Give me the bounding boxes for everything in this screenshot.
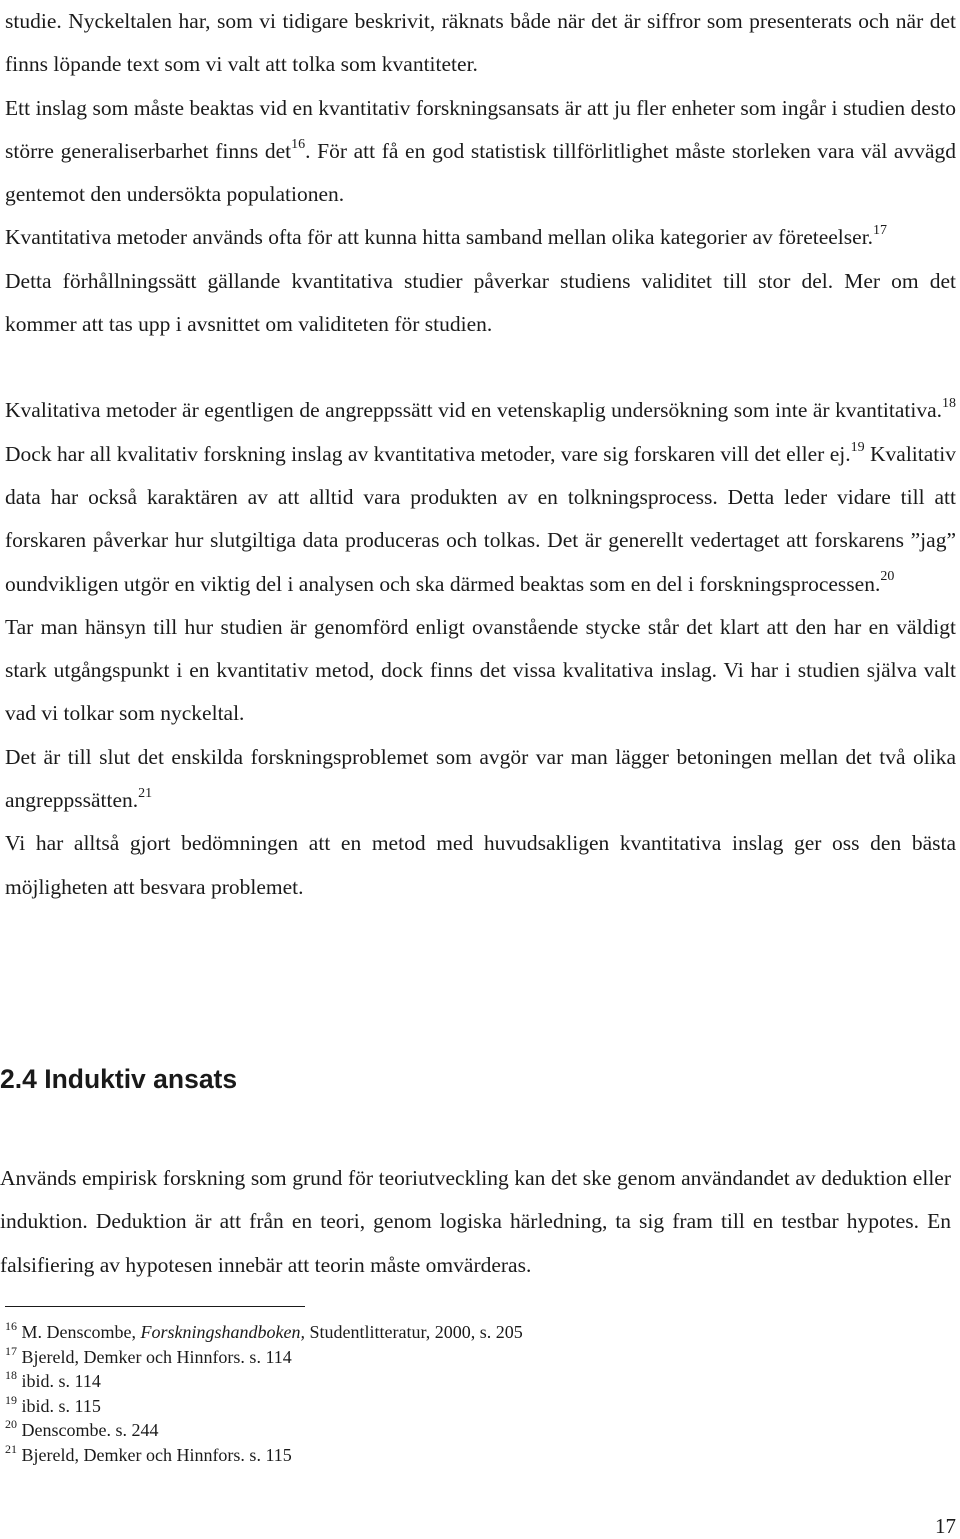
footnotes	[5, 1320, 523, 1467]
footnote-text: ibid. s. 115	[21, 1395, 101, 1416]
footnote-ref: 17	[873, 223, 888, 239]
paragraph	[5, 216, 956, 259]
document-page	[5, 0, 956, 909]
paragraph-text: Kvalitativa metoder är egentligen de angreppssätt vid en vetenskaplig undersökning som inte är kvantitativa.	[5, 398, 942, 423]
paragraph: Används empirisk forskning som grund för teoriutveckling kan det ske genom användandet av deduktion eller induktion. Deduktion är att från en teori, genom logiska härledning, ta sig fram till en testbar hypotes. En falsifiering av hypotesen innebär att teorin måste omvärderas.	[0, 1166, 951, 1277]
paragraph-text: Ett inslag som måste beaktas vid en kvantitativ forskningsansats är att ju fler enheter som ingår i studien desto större generaliserbarhet finns det	[5, 95, 956, 163]
footnote	[5, 1320, 523, 1345]
footnote	[5, 1443, 523, 1468]
paragraph-text: Dock har all kvalitativ forskning inslag av kvantitativa metoder, vare sig forskaren vill det eller ej.	[5, 441, 851, 466]
footnote-ref: 18	[942, 396, 956, 412]
footnote	[5, 1418, 523, 1443]
paragraph-text: Kvantitativa metoder används ofta för att kunna hitta samband mellan olika kategorier av företeelser.	[5, 225, 874, 250]
footnote-ref: 21	[138, 785, 153, 801]
paragraph	[5, 87, 956, 217]
paragraph-gap	[5, 346, 956, 389]
paragraph	[5, 736, 956, 823]
footnote-divider	[5, 1306, 305, 1307]
footnote	[5, 1369, 523, 1394]
paragraph: Detta förhållningssätt gällande kvantitativa studier påverkar studiens validitet till stor del. Mer om det kommer att tas upp i avsnittet om validiteten för studien.	[5, 268, 956, 337]
footnote-ref: 20	[880, 569, 895, 585]
footnote-text: Denscombe. s. 244	[21, 1420, 159, 1440]
footnote-number: 21	[5, 1441, 17, 1456]
paragraph: Vi har alltså gjort bedömningen att en metod med huvudsakligen kvantitativa inslag ger oss den bästa möjligheten att besvara problemet.	[5, 831, 956, 899]
footnote-number: 17	[5, 1343, 17, 1358]
paragraph: studie. Nyckeltalen har, som vi tidigare beskrivit, räknats både när det är siffror som presenterats och när det finns löpande text som vi valt att tolka som kvantiteter.	[5, 9, 956, 77]
footnote-ref: 16	[291, 136, 306, 152]
footnote-number: 19	[5, 1392, 17, 1407]
section-heading: 2.4 Induktiv ansats	[0, 1064, 238, 1094]
paragraph-text: . För att få en god statistisk tillförlitlighet måste storleken vara väl avvägd gentemot den undersökta populationen.	[5, 138, 957, 207]
footnote-number: 16	[5, 1319, 17, 1333]
footnote-text: Bjereld, Demker och Hinnfors. s. 115	[21, 1444, 292, 1465]
footnote-text: ibid. s. 114	[21, 1371, 101, 1391]
paragraph-text: Det är till slut det enskilda forskningsproblemet som avgör var man lägger betoningen mellan det två olika angreppssätten.	[5, 744, 956, 813]
footnote-text: Studentlitteratur, 2000, s. 205	[304, 1322, 523, 1342]
section-body	[0, 1157, 951, 1287]
paragraph-text: Kvalitativ data har också karaktären av att alltid vara produkten av en tolkningsprocess. Detta leder vidare till att forskaren påverkar hur slutgiltiga data produceras och tolkas. Det är generellt vedertaget att forskarens ”jag” oundvikligen utgör en viktig del i analysen och ska därmed beaktas som en del i forskningsprocessen.	[5, 441, 956, 596]
footnote	[5, 1394, 523, 1419]
footnote	[5, 1345, 523, 1370]
footnote-text: M. Denscombe,	[21, 1322, 141, 1342]
footnote-text: Bjereld, Demker och Hinnfors. s. 114	[21, 1346, 292, 1367]
page-number: 17	[935, 1514, 956, 1538]
paragraph	[5, 389, 956, 605]
footnote-title: Forskningshandboken,	[140, 1322, 305, 1342]
footnote-ref: 19	[850, 439, 865, 455]
footnote-number: 20	[5, 1417, 17, 1431]
footnote-number: 18	[5, 1368, 17, 1382]
paragraph: Tar man hänsyn till hur studien är genomförd enligt ovanstående stycke står det klart att den har en väldigt stark utgångspunkt i en kvantitativ metod, dock finns det vissa kvalitativa inslag. Vi har i studien själva valt vad vi tolkar som nyckeltal.	[5, 614, 956, 726]
